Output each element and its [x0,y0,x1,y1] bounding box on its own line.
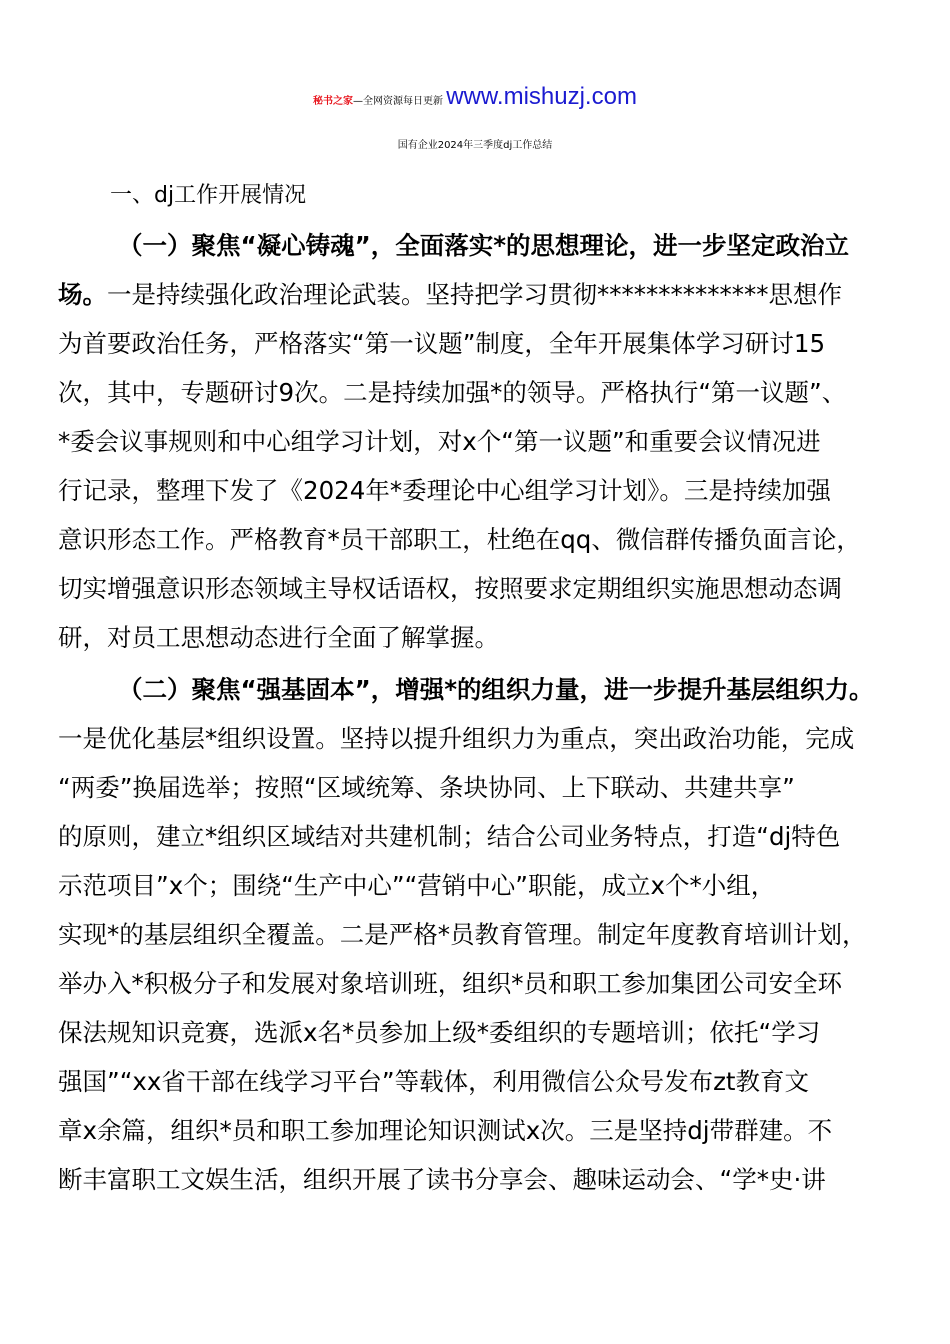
line-bold: （二）聚焦“强基固本”，增强*的组织力量，进一步提升基层组织力。 [118,675,874,704]
line-text: 切实增强意识形态领域主导权话语权，按照要求定期组织实施思想动态调 [58,574,842,603]
site-header [0,80,950,119]
line-text: 行记录，整理下发了《2024年*委理论中心组学习计划》。三是持续加强 [58,476,831,505]
line-text: 一是优化基层*组织设置。坚持以提升组织力为重点，突出政治功能，完成 [58,724,855,753]
line-text: 研，对员工思想动态进行全面了解掌握。 [58,623,499,652]
line-text: 为首要政治任务，严格落实“第一议题”制度，全年开展集体学习研讨15 [58,329,826,358]
paragraph-line [118,673,874,707]
paragraph-line [118,229,849,263]
paragraph-line [58,722,854,756]
paragraph-line [58,771,795,805]
paragraph-line [58,869,775,903]
paragraph-line [58,327,825,361]
paragraph-line [58,376,846,410]
line-text: 示范项目”x个；围绕“生产中心”“营销中心”职能，成立x个*小组， [58,871,776,900]
paragraph-line [58,1163,826,1197]
paragraph-line [58,425,821,459]
paragraph-line [58,523,861,557]
paragraph-line [58,1016,820,1050]
line-text: *委会议事规则和中心组学习计划，对x个“第一议题”和重要会议情况进 [58,427,821,456]
document-title: 国有企业2024年三季度dj工作总结 [397,140,553,151]
line-text: 一是持续强化政治理论武装。坚持把学习贯彻**************思想作 [107,280,842,309]
section-heading: 一、dj工作开展情况 [110,183,307,208]
paragraph-line [58,278,842,312]
paragraph-line [58,1114,832,1148]
paragraph-line [58,621,499,655]
line-text: 举办入*积极分子和发展对象培训班，组织*员和职工参加集团公司安全环 [58,969,842,998]
paragraph-line [58,918,867,952]
brand-name: 秘书之家 [313,96,354,107]
line-text: 次，其中，专题研讨9次。二是持续加强*的领导。严格执行“第一议题”、 [58,378,847,407]
paragraph-line [58,474,831,508]
line-text: 保法规知识竞赛，选派x名*员参加上级*委组织的专题培训；依托“学习 [58,1018,821,1047]
site-url-link[interactable]: www.mishuzj.com [446,83,637,110]
paragraph-line [58,820,840,854]
line-text: “两委”换届选举；按照“区域统筹、条块协同、上下联动、共建共享” [58,773,795,802]
header-tagline: —全网资源每日更新 [353,96,447,107]
line-text: 的原则，建立*组织区域结对共建机制；结合公司业务特点，打造“dj特色 [58,822,841,851]
line-text: 意识形态工作。严格教育*员干部职工，杜绝在qq、微信群传播负面言论， [58,525,861,554]
line-text: 强国”“xx省干部在线学习平台”等载体，利用微信公众号发布zt教育文 [58,1067,810,1096]
line-bold: 场。 [58,280,107,309]
paragraph-line [58,572,842,606]
line-text: 实现*的基层组织全覆盖。二是严格*员教育管理。制定年度教育培训计划， [58,920,867,949]
line-text: 章x余篇，组织*员和职工参加理论知识测试x次。三是坚持dj带群建。不 [58,1116,833,1145]
paragraph-line [58,1065,809,1099]
line-bold: （一）聚焦“凝心铸魂”，全面落实*的思想理论，进一步坚定政治立 [118,231,850,260]
line-text: 断丰富职工文娱生活，组织开展了读书分享会、趣味运动会、“学*史·讲 [58,1165,826,1194]
paragraph-line [58,967,842,1001]
